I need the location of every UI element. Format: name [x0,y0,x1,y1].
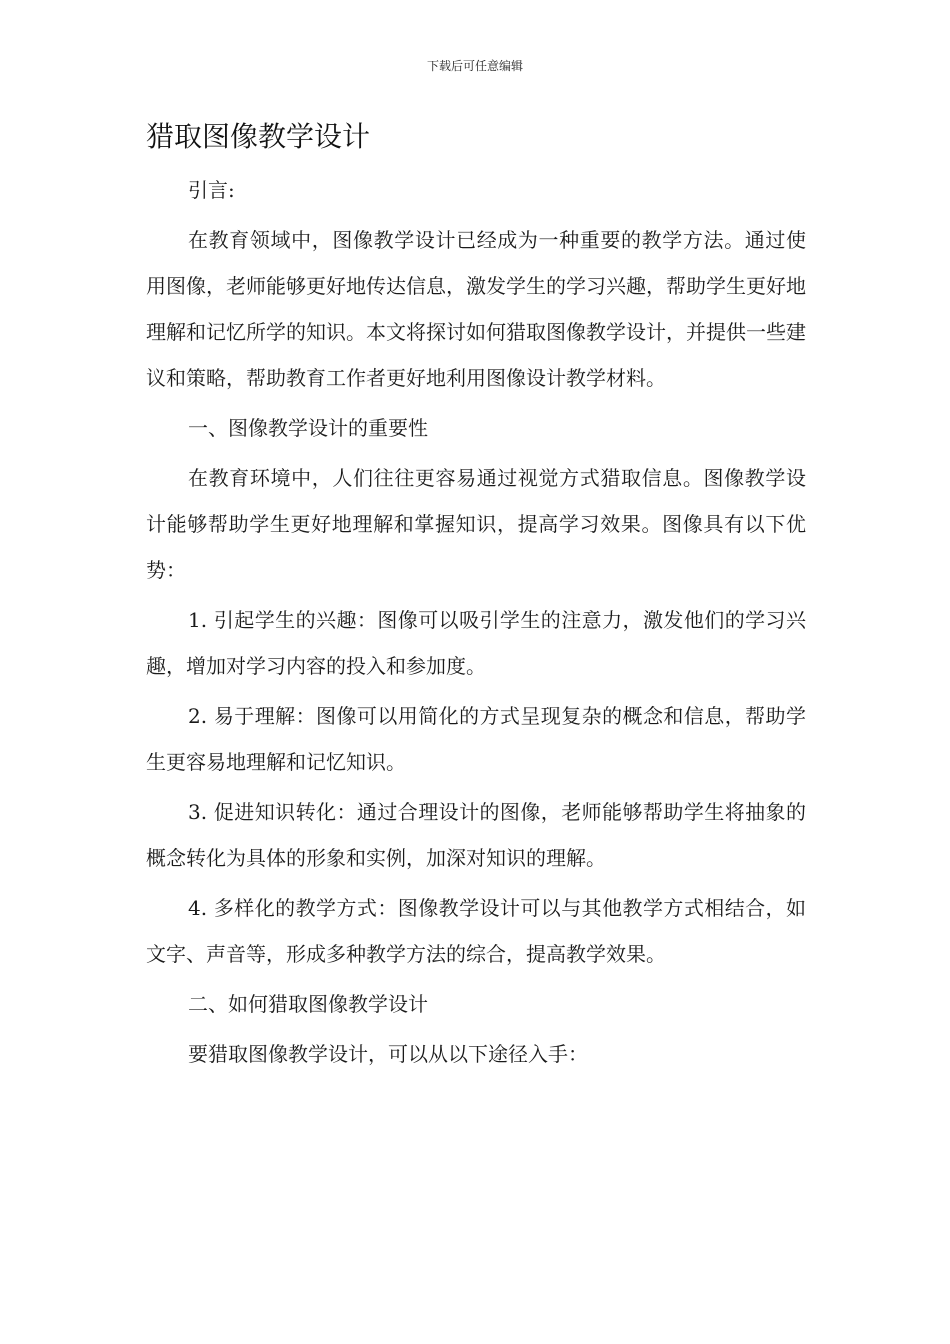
document-body [146,167,806,1081]
header-note: 下载后可任意编辑 [426,59,523,73]
list-item-1: 1. 引起学生的兴趣：图像可以吸引学生的注意力，激发他们的学习兴趣，增加对学习内容的投入和参加度。 [146,608,806,678]
document-title: 猎取图像教学设计 [146,120,371,153]
section-heading-2: 二、如何猎取图像教学设计 [188,992,428,1016]
list-item-2: 2. 易于理解：图像可以用简化的方式呈现复杂的概念和信息，帮助学生更容易地理解和记忆知识。 [146,704,806,774]
list-item-3: 3. 促进知识转化：通过合理设计的图像，老师能够帮助学生将抽象的概念转化为具体的形象和实例，加深对知识的理解。 [146,800,806,870]
paragraph-intro-label: 引言: [188,178,235,202]
paragraph-section-2: 要猎取图像教学设计，可以从以下途径入手： [188,1042,588,1066]
paragraph-section-1: 在教育环境中，人们往往更容易通过视觉方式猎取信息。图像教学设计能够帮助学生更好地理解和掌握知识，提高学习效果。图像具有以下优势： [146,466,806,582]
list-item-4: 4. 多样化的教学方式：图像教学设计可以与其他教学方式相结合，如文字、声音等，形成多种教学方法的综合，提高教学效果。 [146,896,806,966]
paragraph-intro: 在教育领域中，图像教学设计已经成为一种重要的教学方法。通过使用图像，老师能够更好地传达信息，激发学生的学习兴趣，帮助学生更好地理解和记忆所学的知识。本文将探讨如何猎取图像教学设计，并提供一些建议和策略，帮助教育工作者更好地利用图像设计教学材料。 [146,228,806,390]
section-heading-1: 一、图像教学设计的重要性 [188,416,428,440]
